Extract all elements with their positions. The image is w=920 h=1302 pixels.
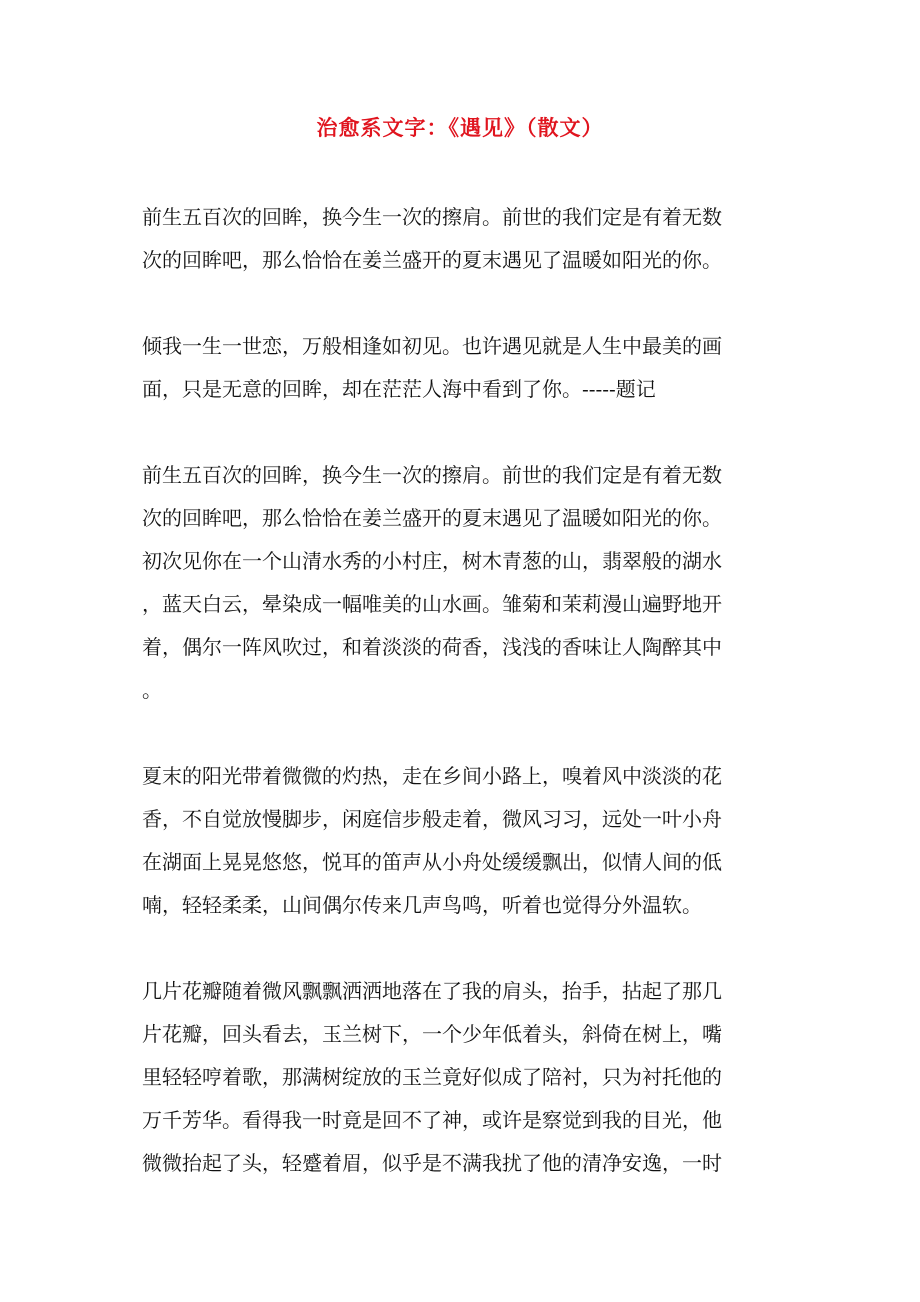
text-line: 初次见你在一个山清水秀的小村庄，树木青葱的山，翡翠般的湖水 [142,549,722,573]
text-line: 前生五百次的回眸，换今生一次的擦肩。前世的我们定是有着无数 [142,463,722,487]
text-line: 微微抬起了头，轻蹙着眉，似乎是不满我扰了他的清净安逸，一时 [142,1151,722,1175]
text-line: 在湖面上晃晃悠悠，悦耳的笛声从小舟处缓缓飘出，似情人间的低 [142,850,722,874]
text-line: 万千芳华。看得我一时竟是回不了神，或许是察觉到我的目光，他 [142,1108,722,1132]
text-line: 次的回眸吧，那么恰恰在姜兰盛开的夏末遇见了温暖如阳光的你。 [142,248,722,272]
text-line: 倾我一生一世恋，万般相逢如初见。也许遇见就是人生中最美的画 [142,334,722,358]
text-line: 前生五百次的回眸，换今生一次的擦肩。前世的我们定是有着无数 [142,205,722,229]
text-line: 几片花瓣随着微风飘飘洒洒地落在了我的肩头，抬手，拈起了那几 [142,979,722,1003]
paragraph-gap [142,282,782,325]
text-line: 香，不自觉放慢脚步，闲庭信步般走着，微风习习，远处一叶小舟 [142,807,722,831]
text-line: 次的回眸吧，那么恰恰在姜兰盛开的夏末遇见了温暖如阳光的你。 [142,506,722,530]
text-line: 喃，轻轻柔柔，山间偶尔传来几声鸟鸣，听着也觉得分外温软。 [142,893,702,917]
text-line: 。 [142,678,162,702]
document-title: 治愈系文字：《遇见》（散文） [316,115,604,140]
paragraph-gap [142,411,782,454]
document-body [142,196,782,1185]
text-line: 夏末的阳光带着微微的灼热，走在乡间小路上，嗅着风中淡淡的花 [142,764,722,788]
text-line: 里轻轻哼着歌，那满树绽放的玉兰竟好似成了陪衬，只为衬托他的 [142,1065,722,1089]
paragraph-gap [142,927,782,970]
text-line: ，蓝天白云，晕染成一幅唯美的山水画。雏菊和茉莉漫山遍野地开 [142,592,722,616]
paragraph-gap [142,712,782,755]
text-line: 片花瓣，回头看去，玉兰树下，一个少年低着头，斜倚在树上，嘴 [142,1022,722,1046]
text-line: 着，偶尔一阵风吹过，和着淡淡的荷香，浅浅的香味让人陶醉其中 [142,635,722,659]
text-line: 面，只是无意的回眸，却在茫茫人海中看到了你。-----题记 [142,377,656,401]
